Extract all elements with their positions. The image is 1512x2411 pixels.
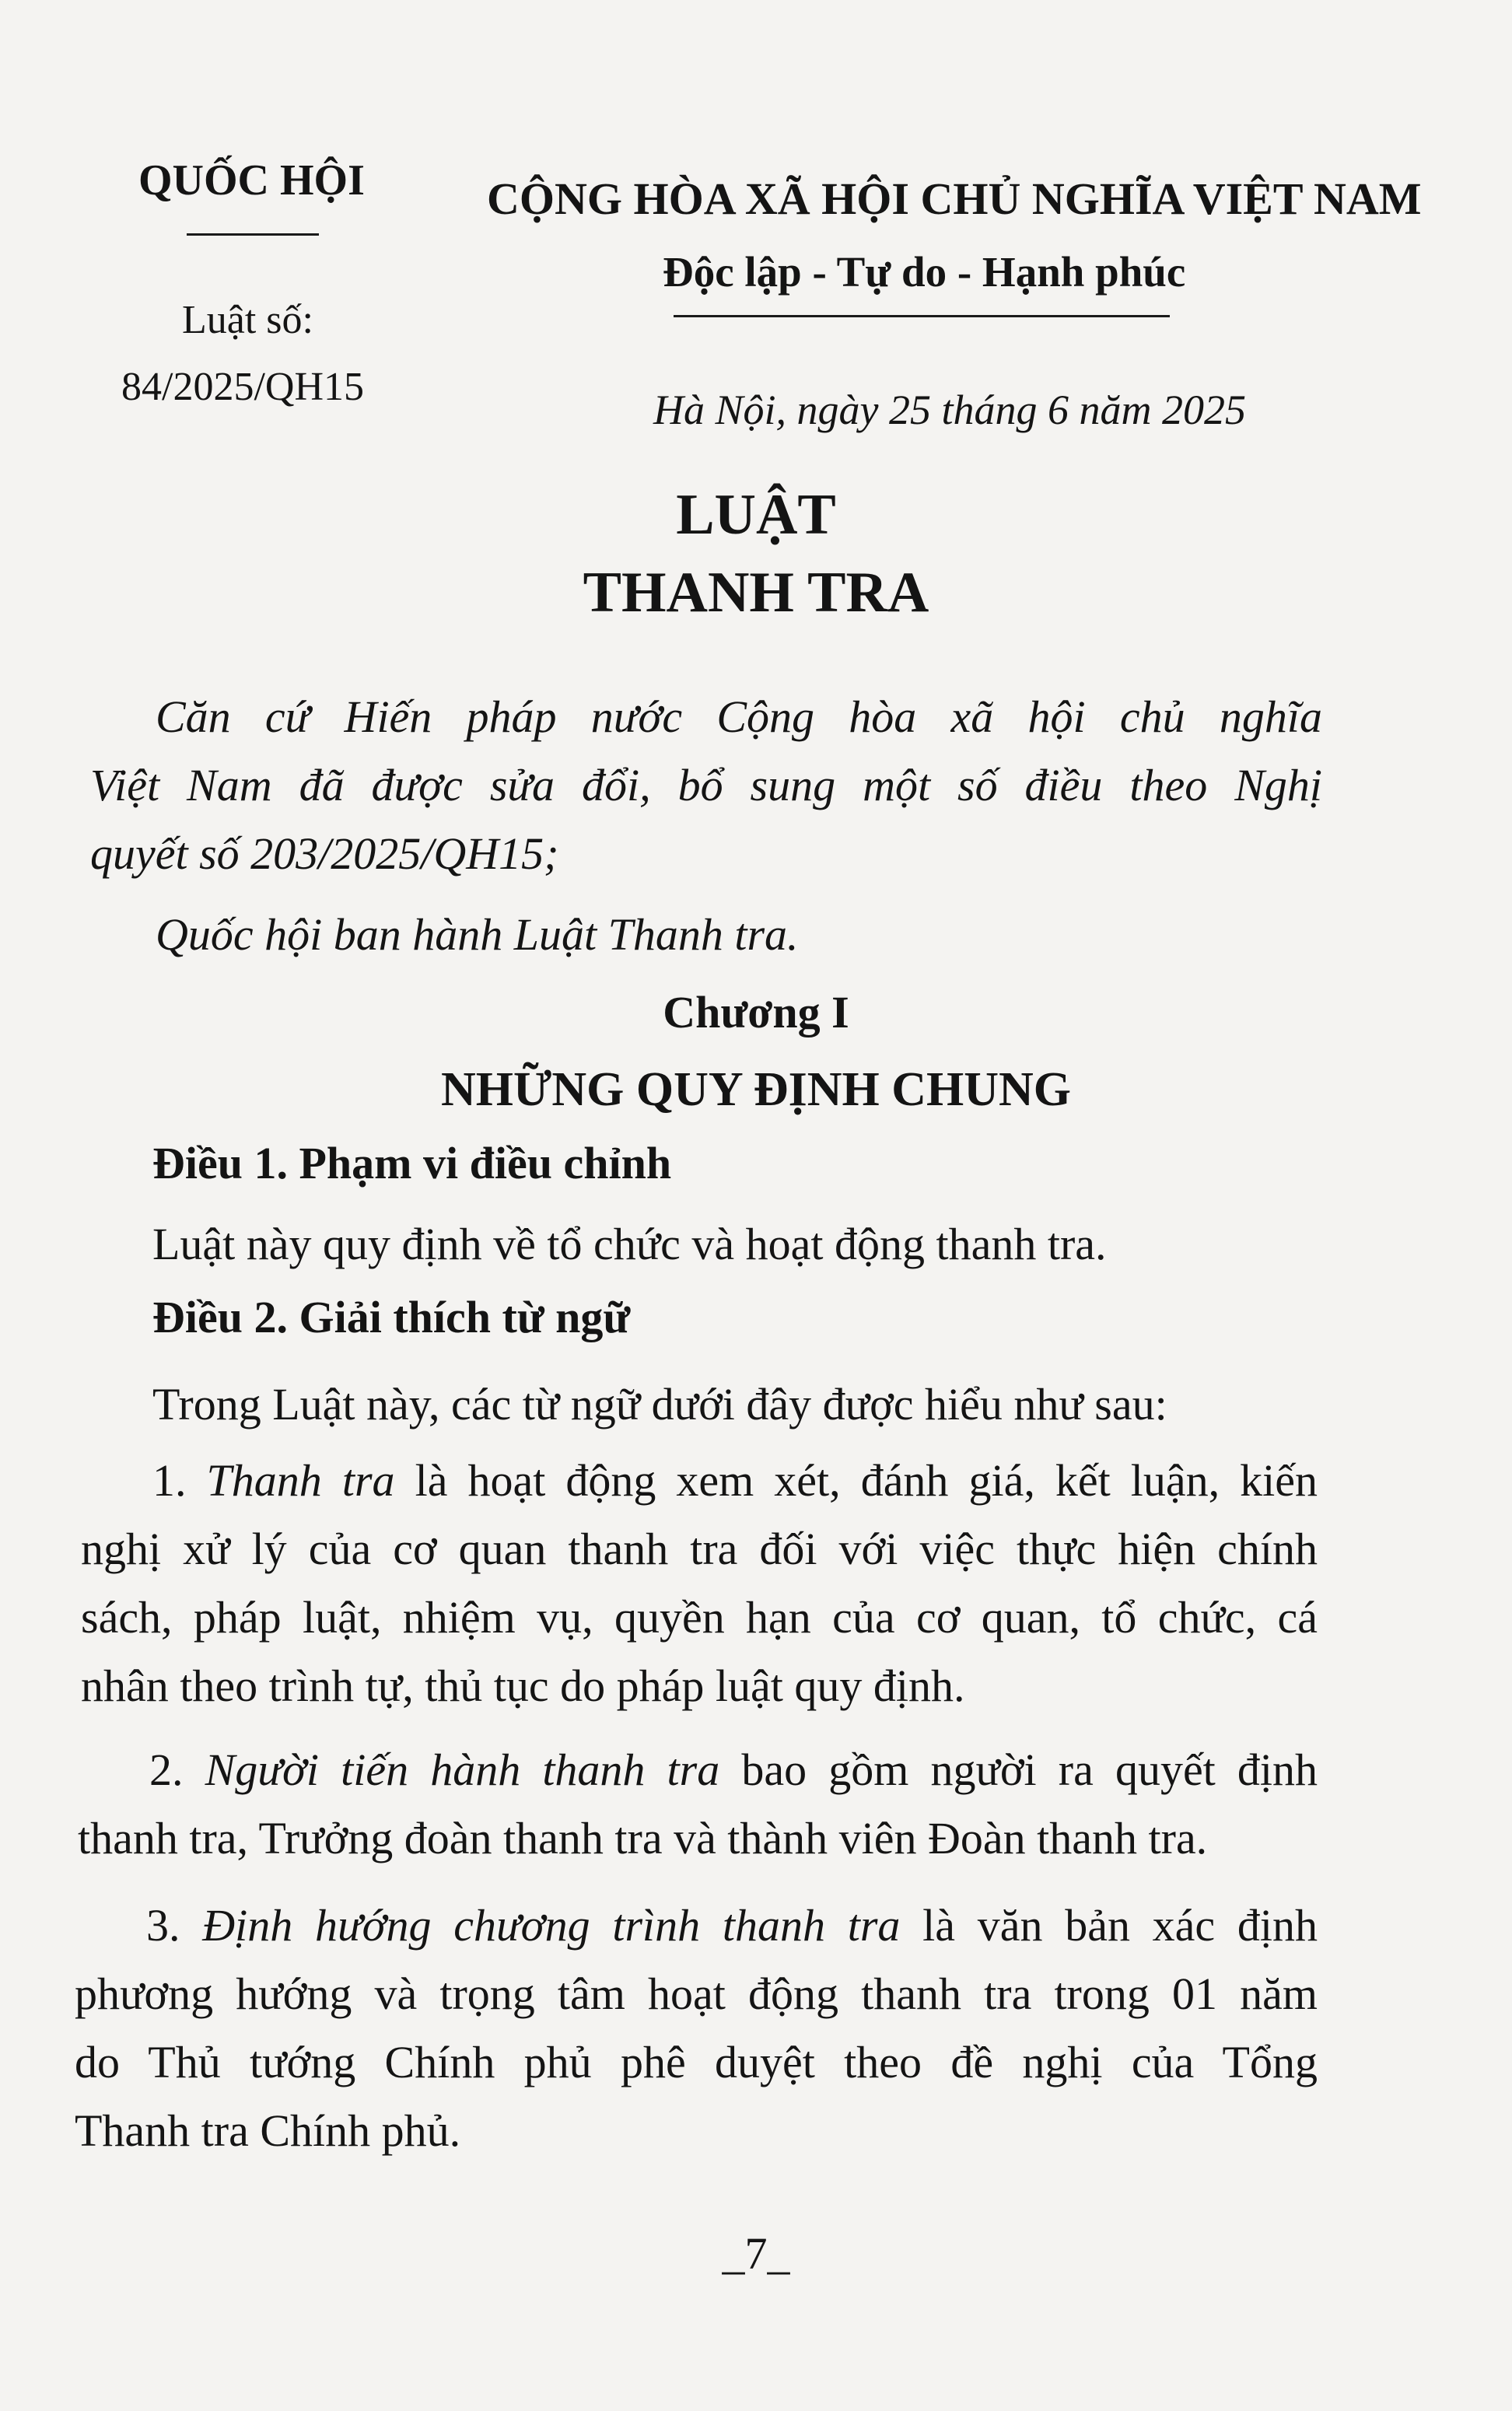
motto-underline: [674, 315, 1170, 317]
definition-line: do Thủ tướng Chính phủ phê duyệt theo đề nghị của Tổng: [75, 2037, 1318, 2087]
definition-line: sách, pháp luật, nhiệm vụ, quyền hạn của cơ quan, tổ chức, cá: [81, 1592, 1318, 1643]
date-line: Hà Nội, ngày 25 tháng 6 năm 2025: [653, 387, 1246, 433]
definition-line: thanh tra, Trưởng đoàn thanh tra và thành viên Đoàn thanh tra.: [78, 1813, 1208, 1863]
chapter-number: Chương I: [663, 987, 849, 1038]
definition-line: nhân theo trình tự, thủ tục do pháp luật quy định.: [81, 1660, 965, 1711]
issuer-name: QUỐC HỘI: [138, 156, 365, 205]
item-number: 2.: [149, 1744, 184, 1795]
definition-line: Thanh tra Chính phủ.: [75, 2105, 461, 2156]
article-2-intro: Trong Luật này, các từ ngữ dưới đây được hiểu như sau:: [152, 1379, 1167, 1429]
definition-text: là hoạt động xem xét, đánh giá, kết luận, kiến: [415, 1455, 1318, 1506]
chapter-title: NHỮNG QUY ĐỊNH CHUNG: [441, 1063, 1071, 1116]
national-motto: Độc lập - Tự do - Hạnh phúc: [663, 248, 1186, 296]
definition-item-3: [75, 1891, 1318, 2165]
definition-line: phương hướng và trọng tâm hoạt động thanh tra trong 01 năm: [75, 1968, 1318, 2019]
article-1-heading: Điều 1. Phạm vi điều chỉnh: [152, 1138, 672, 1188]
preamble-line: Căn cứ Hiến pháp nước Cộng hòa xã hội chủ nghĩa: [156, 691, 1322, 742]
law-number: 84/2025/QH15: [121, 365, 364, 409]
definition-item-1: [81, 1447, 1318, 1720]
definition-first-line: [75, 1891, 1318, 1960]
definition-line: nghị xử lý của cơ quan thanh tra đối với việc thực hiện chính: [81, 1524, 1318, 1574]
defined-term: Người tiến hành thanh tra: [205, 1744, 720, 1795]
item-number: 3.: [146, 1900, 180, 1951]
definition-item-2: [78, 1736, 1318, 1873]
page-number: _7_: [722, 2228, 790, 2279]
defined-term: Định hướng chương trình thanh tra: [202, 1900, 901, 1951]
preamble-line: quyết số 203/2025/QH15;: [90, 828, 559, 879]
definition-first-line: [81, 1447, 1318, 1515]
defined-term: Thanh tra: [206, 1455, 395, 1506]
country-name: CỘNG HÒA XÃ HỘI CHỦ NGHĨA VIỆT NAM: [487, 173, 1422, 224]
law-number-label: Luật số:: [182, 298, 313, 342]
definition-first-line: [78, 1736, 1318, 1804]
document-title-line2: THANH TRA: [583, 561, 929, 625]
preamble-line: Việt Nam đã được sửa đổi, bổ sung một số điều theo Nghị: [90, 760, 1322, 810]
preamble: [90, 683, 1322, 888]
item-number: 1.: [152, 1455, 187, 1506]
definition-text: bao gồm người ra quyết định: [741, 1744, 1318, 1795]
definition-text: là văn bản xác định: [922, 1900, 1318, 1951]
issuer-underline: [187, 233, 319, 236]
article-1-body: Luật này quy định về tổ chức và hoạt động thanh tra.: [152, 1219, 1107, 1269]
enactment-clause: Quốc hội ban hành Luật Thanh tra.: [156, 909, 799, 960]
article-2-heading: Điều 2. Giải thích từ ngữ: [152, 1292, 631, 1342]
document-title-line1: LUẬT: [676, 483, 836, 547]
